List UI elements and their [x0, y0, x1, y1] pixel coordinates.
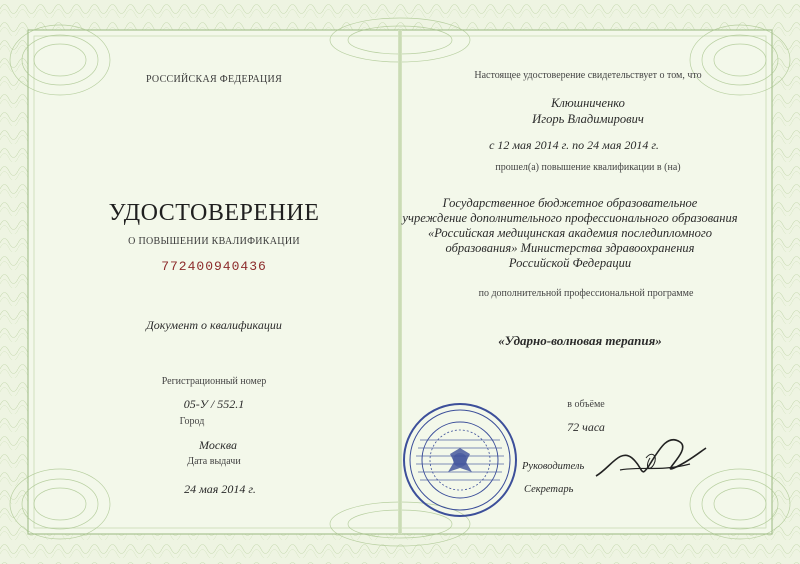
- holder-name: Игорь Владимирович: [532, 112, 644, 126]
- passed-text: прошел(а) повышение квалификации в (на): [495, 162, 681, 173]
- organization-block: [402, 196, 737, 271]
- signature-scribble: [590, 428, 710, 488]
- city-value: Москва: [199, 438, 237, 452]
- program-name: «Ударно-волновая терапия»: [498, 333, 662, 348]
- date-value: 24 мая 2014 г.: [184, 482, 256, 496]
- program-label: по дополнительной профессиональной программе: [478, 288, 694, 299]
- intro-text: Настоящее удостоверение свидетельствует о том, что: [474, 70, 702, 81]
- study-period: с 12 мая 2014 г. по 24 мая 2014 г.: [489, 138, 659, 152]
- country-label: РОССИЙСКАЯ ФЕДЕРАЦИЯ: [145, 74, 283, 85]
- official-seal-stamp: [400, 400, 520, 520]
- certificate-subtitle: О ПОВЫШЕНИИ КВАЛИФИКАЦИИ: [128, 236, 300, 247]
- city-label: Город: [179, 416, 205, 427]
- secretary-label: Секретарь: [524, 484, 574, 495]
- volume-value: 72 часа: [567, 420, 605, 434]
- org-line: образования» Министерства здравоохранения: [445, 241, 695, 255]
- document-type: Документ о квалификации: [146, 318, 282, 332]
- holder-surname: Клюшниченко: [551, 96, 625, 110]
- serial-number: 772400940436: [161, 259, 267, 274]
- certificate-title: УДОСТОВЕРЕНИЕ: [108, 200, 320, 226]
- org-line: «Российская медицинская академия последипломного: [427, 226, 713, 240]
- volume-label: в объёме: [567, 399, 605, 410]
- org-line: Российской Федерации: [508, 256, 632, 270]
- org-line: Государственное бюджетное образовательное: [442, 196, 698, 210]
- head-label: Руководитель: [522, 461, 585, 472]
- org-line: учреждение дополнительного профессионального образования: [402, 211, 738, 225]
- registration-label: Регистрационный номер: [161, 376, 267, 387]
- date-label: Дата выдачи: [187, 456, 241, 467]
- registration-value: 05-У / 552.1: [183, 397, 245, 411]
